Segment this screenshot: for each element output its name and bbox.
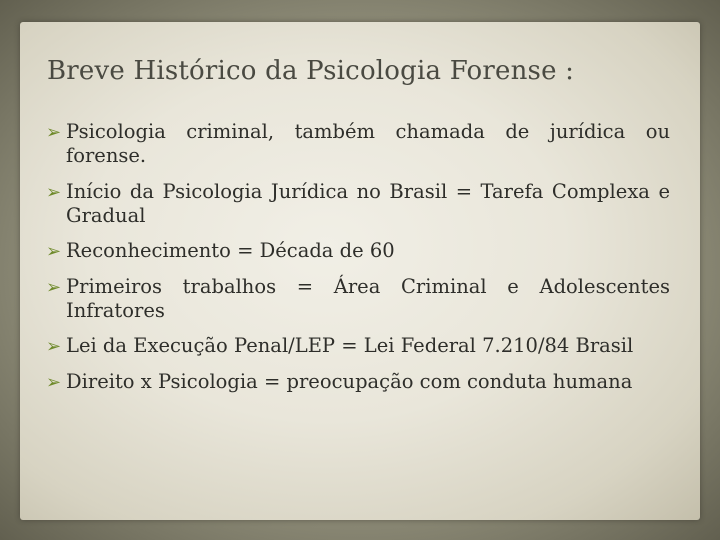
slide-title: Breve Histórico da Psicologia Forense : xyxy=(47,56,575,86)
list-item-text: Início da Psicologia Jurídica no Brasil = Tarefa Complexa e Gradual xyxy=(66,179,670,227)
list-item xyxy=(46,370,670,394)
arrow-bullet-icon: ➢ xyxy=(46,122,62,143)
arrow-bullet-icon: ➢ xyxy=(46,181,62,203)
list-item-text: Primeiros trabalhos = Área Criminal e Adolescentes Infratores xyxy=(66,274,670,322)
list-item xyxy=(46,334,670,358)
arrow-bullet-icon: ➢ xyxy=(46,276,62,298)
list-item-text: Lei da Execução Penal/LEP = Lei Federal 7.210/84 Brasil xyxy=(66,334,634,357)
bullet-list xyxy=(46,120,670,405)
list-item xyxy=(46,275,670,323)
list-item-text: Direito x Psicologia = preocupação com conduta humana xyxy=(66,369,633,393)
arrow-bullet-icon: ➢ xyxy=(46,336,62,357)
list-item xyxy=(46,239,670,263)
list-item-text: Psicologia criminal, também chamada de jurídica ou forense. xyxy=(66,120,670,167)
arrow-bullet-icon: ➢ xyxy=(46,241,62,262)
list-item xyxy=(46,180,670,228)
list-item xyxy=(46,120,670,168)
arrow-bullet-icon: ➢ xyxy=(46,371,62,393)
list-item-text: Reconhecimento = Década de 60 xyxy=(66,239,395,262)
